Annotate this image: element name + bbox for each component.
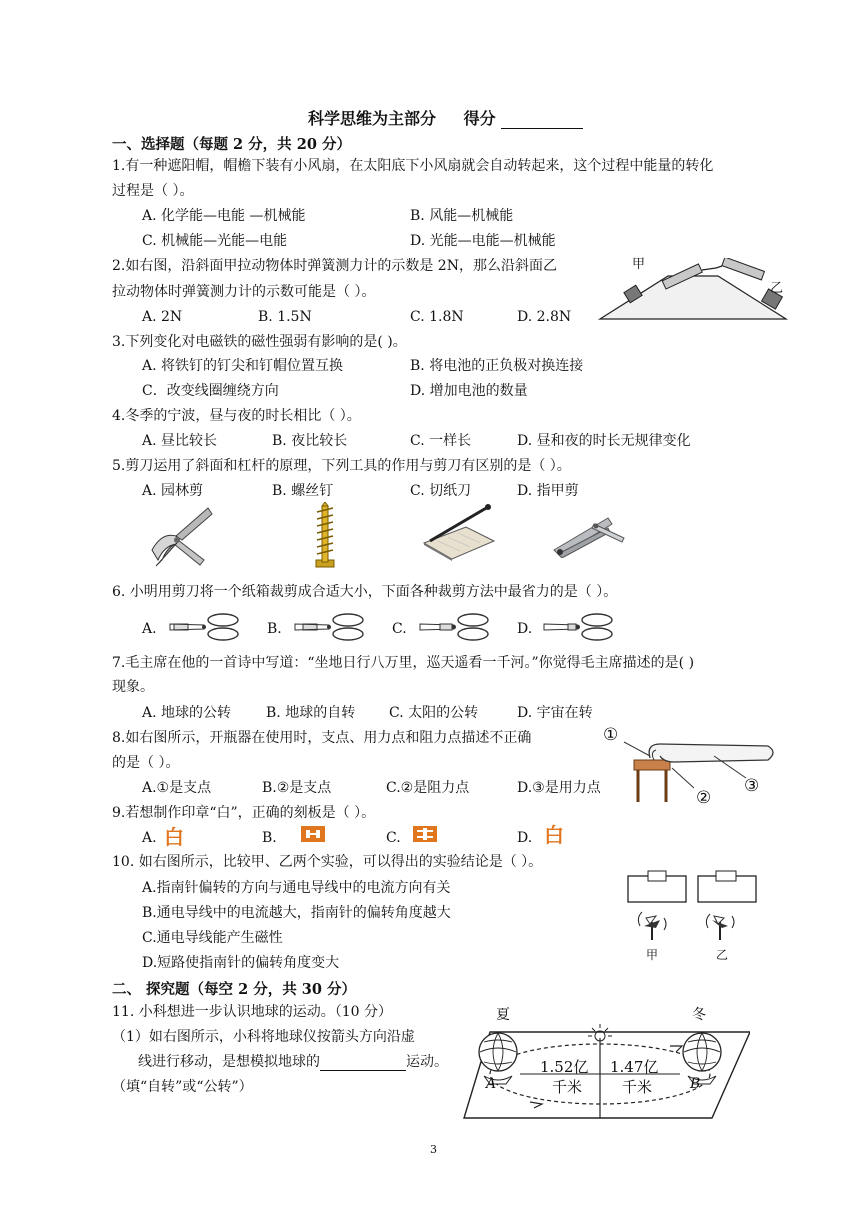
q9-option-c: C. [386,830,401,846]
stamp-option-a: 白 [164,825,184,849]
q3-option-c: C．改变线圈缠绕方向 [142,383,279,399]
q6-option-a: A. [142,621,157,637]
q10-option-c: C.通电导线能产生磁性 [142,930,283,946]
q9-option-b: B. [262,830,277,846]
q11-part1-line1: （1）如右图所示，小科将地球仪按箭头方向沿虚 [112,1029,415,1045]
stamp-option-c-image [412,824,438,844]
q8-stem-line1: 8.如右图所示，开瓶器在使用时，支点、用力点和阻力点描述不正确 [112,730,532,746]
q3-stem: 3.下列变化对电磁铁的磁性强弱有影响的是( )。 [112,334,407,350]
q6-option-c: C. [392,621,407,637]
q2-option-d: D. 2.8N [517,309,572,325]
q5-option-c: C. 切纸刀 [410,483,472,499]
q4-option-d: D. 昼和夜的时长无规律变化 [517,433,691,449]
q2-option-b: B. 1.5N [258,309,312,325]
section-heading-inquiry: 二、 探究题（每空 2 分，共 30 分） [112,981,357,998]
compass-label-left: 甲 [646,948,659,962]
q11-part1-line2-text: 线进行移动，是想模拟地球的 [138,1054,320,1070]
q4-option-c: C. 一样长 [410,433,472,449]
scissors-option-c-image [418,612,492,642]
score-blank [501,114,583,129]
q2-stem-line1: 2.如右图，沿斜面甲拉动物体时弹簧测力计的示数是 2N，那么沿斜面乙 [112,258,557,274]
q4-option-a: A. 昼比较长 [142,433,218,449]
opener-marker-2: ② [696,788,712,808]
q4-stem: 4.冬季的宁波，昼与夜的时长相比（ ）。 [112,408,361,424]
q9-option-d: D. [517,830,533,846]
page-number: 3 [430,1143,437,1156]
scissors-option-d-image [540,612,616,642]
q7-option-c: C. 太阳的公转 [389,705,479,721]
scissors-option-b-image [293,612,367,642]
q3-option-b: B. 将电池的正负极对换连接 [410,358,584,374]
q3-option-a: A. 将铁钉的钉尖和钉帽位置互换 [142,358,344,374]
q10-option-b: B.通电导线中的电流越大，指南针的偏转角度越大 [142,905,451,921]
garden-shears-image [146,502,216,568]
scissors-option-a-image [168,612,242,642]
q10-option-a: A.指南针偏转的方向与通电导线中的电流方向有关 [142,880,451,896]
q8-option-a: A.①是支点 [142,780,212,796]
section-heading-choice: 一、选择题（每题 2 分，共 20 分） [112,136,351,153]
q6-stem: 6. 小明用剪刀将一个纸箱裁剪成合适大小，下面各种裁剪方法中最省力的是（ ）。 [112,584,618,600]
q2-stem-line2: 拉动物体时弹簧测力计的示数可能是（ ）。 [112,284,376,300]
page-title [308,106,583,129]
q7-option-a: A. 地球的公转 [142,705,232,721]
q1-option-a: A. 化学能—电能 —机械能 [142,208,306,224]
earth-orbit-figure [460,1007,750,1122]
stamp-option-d: 白 [544,823,564,847]
q8-stem-line2: 的是（ ）。 [112,755,180,771]
q5-stem: 5.剪刀运用了斜面和杠杆的原理，下列工具的作用与剪刀有区别的是（ ）。 [112,458,571,474]
q10-option-d: D.短路使指南针的偏转角度变大 [142,955,340,971]
orbit-label-winter: 冬 [692,1007,706,1023]
opener-marker-3: ③ [744,776,760,796]
incline-figure [598,258,788,322]
orbit-unit-right: 千米 [622,1078,653,1096]
nail-clipper-image [550,510,630,558]
q4-option-b: B. 夜比较长 [272,433,348,449]
score-label: 得分 [463,109,496,128]
incline-label-left: 甲 [632,257,646,272]
orbit-label-summer: 夏 [496,1007,510,1023]
opener-marker-1: ① [603,725,619,745]
q1-option-d: D. 光能—电能—机械能 [410,233,556,249]
q6-option-d: D. [517,621,533,637]
title-text: 科学思维为主部分 [308,109,437,128]
compass-label-right: 乙 [716,948,729,962]
q5-option-d: D. 指甲剪 [517,483,579,499]
q8-option-c: C.②是阻力点 [386,780,470,796]
q7-option-d: D. 宇宙在转 [517,705,593,721]
orbit-point-a: A [486,1076,497,1092]
q11-answer-blank[interactable] [320,1056,406,1071]
q3-option-d: D. 增加电池的数量 [410,383,528,399]
q7-option-b: B. 地球的自转 [266,705,356,721]
q10-stem: 10. 如右图所示，比较甲、乙两个实验，可以得出的实验结论是（ ）。 [112,854,543,870]
q2-option-a: A. 2N [142,309,183,325]
q2-option-c: C. 1.8N [410,309,464,325]
q8-option-d: D.③是用力点 [517,780,601,796]
compass-experiment-figure [622,866,772,970]
paper-cutter-image [420,503,498,561]
q8-option-b: B.②是支点 [262,780,332,796]
q11-stem: 11. 小科想进一步认识地球的运动。（10 分） [112,1004,392,1020]
orbit-point-b: B [690,1076,701,1092]
q5-option-a: A. 园林剪 [142,483,204,499]
q9-stem: 9.若想制作印章“白”，正确的刻板是（ ）。 [112,805,376,821]
bottle-opener-figure [598,722,778,806]
orbit-distance-summer: 1.52亿 [540,1058,589,1076]
q1-stem-line2: 过程是（ ）。 [112,183,194,199]
orbit-distance-winter: 1.47亿 [610,1058,659,1076]
q1-option-c: C. 机械能—光能—电能 [142,233,288,249]
q11-part1-line3: （填“自转”或“公转”） [112,1079,253,1095]
screw-image [313,502,337,570]
q6-option-b: B. [267,621,282,637]
q1-option-b: B. 风能—机械能 [410,208,514,224]
q7-stem-line1: 7.毛主席在他的一首诗中写道：“坐地日行八万里，巡天遥看一千河。”你觉得毛主席描述的是( ) [112,655,695,671]
incline-label-right: 乙 [770,281,784,296]
orbit-unit-left: 千米 [552,1078,583,1096]
q11-part1-line2-end: 运动。 [406,1054,448,1070]
q5-option-b: B. 螺丝钉 [272,483,334,499]
q7-stem-line2: 现象。 [112,679,154,695]
q1-stem-line1: 1.有一种遮阳帽，帽檐下装有小风扇，在太阳底下小风扇就会自动转起来，这个过程中能量的转化 [112,158,714,174]
q9-option-a: A. [142,830,157,846]
q11-part1-line2 [138,1053,448,1071]
stamp-option-b-image [300,824,326,844]
